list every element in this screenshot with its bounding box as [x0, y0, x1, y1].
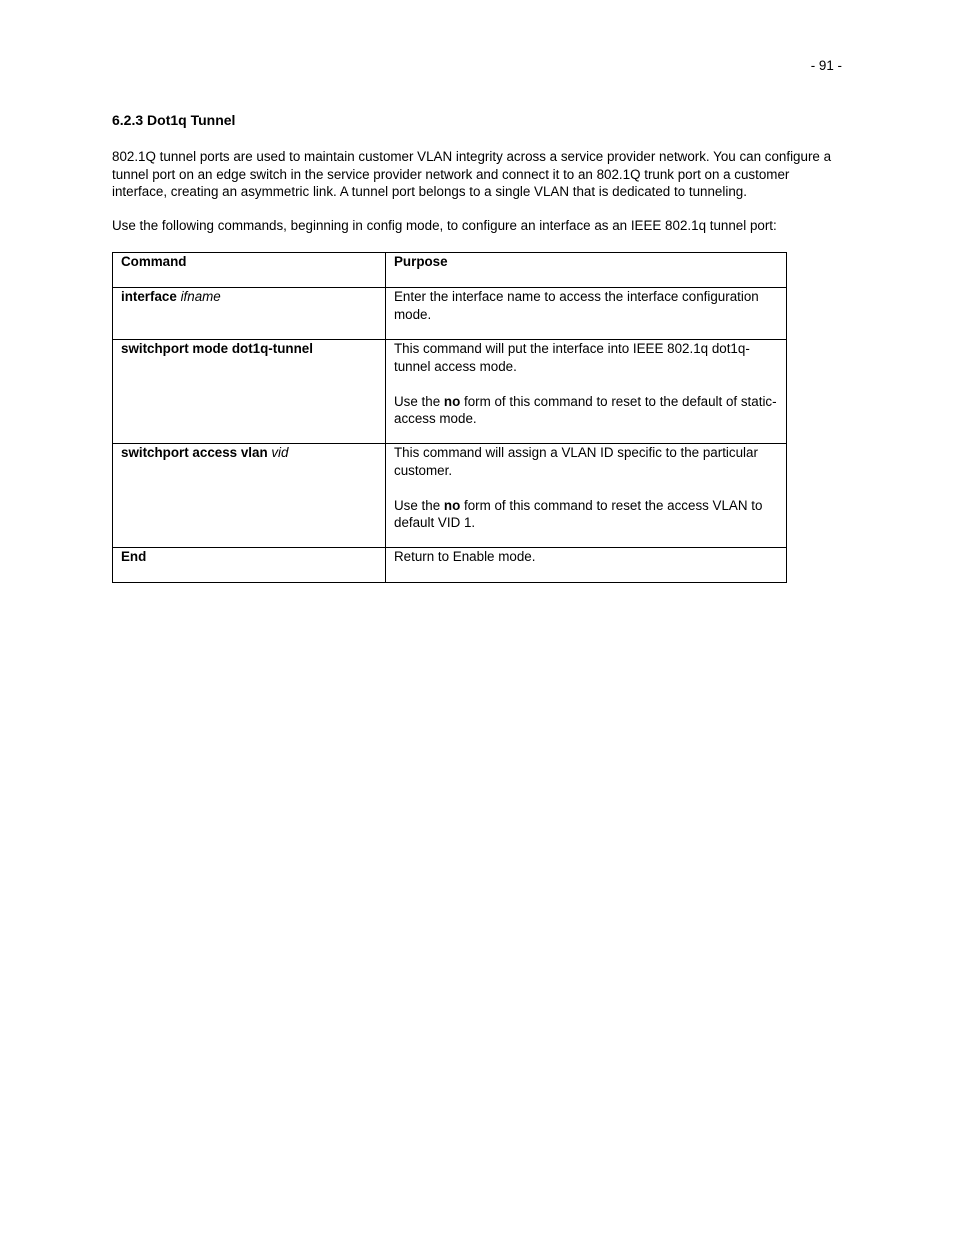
purpose-note-pre: Use the	[394, 497, 441, 513]
intro-paragraph: 802.1Q tunnel ports are used to maintain customer VLAN integrity across a service provider network. You can configure a tunnel port on an edge switch in the service provider network and connect it to an 802.1Q trunk port on a customer interface, creating an asymmetric link. A tunnel port belongs to a single VLAN that is dedicated to tunneling.	[112, 149, 832, 199]
purpose-cell	[386, 340, 787, 444]
page-number: - 91 -	[810, 58, 842, 73]
command-argument: ifname	[180, 289, 221, 304]
no-keyword: no	[443, 497, 461, 513]
purpose-text: Enter the interface name to access the interface configuration mode.	[394, 289, 759, 322]
command-keyword: switchport access vlan	[121, 445, 268, 460]
section-heading: 6.2.3 Dot1q Tunnel	[112, 112, 236, 128]
purpose-note	[394, 497, 778, 532]
command-keyword: switchport mode dot1q-tunnel	[121, 341, 313, 356]
purpose-text: This command will put the interface into IEEE 802.1q dot1q-tunnel access mode.	[394, 341, 750, 374]
command-column-header: Command	[113, 253, 386, 288]
table-row	[113, 548, 787, 583]
table-row	[113, 340, 787, 444]
purpose-text: This command will assign a VLAN ID specific to the particular customer.	[394, 445, 758, 478]
table-row	[113, 288, 787, 340]
command-cell	[113, 444, 386, 548]
purpose-cell	[386, 548, 787, 583]
command-cell	[113, 548, 386, 583]
command-keyword: End	[121, 549, 147, 564]
table-header-row	[113, 253, 787, 288]
command-cell	[113, 340, 386, 444]
command-keyword: interface	[121, 289, 177, 304]
purpose-note-post: form of this command to reset to the default of static-access mode.	[394, 393, 777, 426]
command-argument: vid	[271, 445, 289, 460]
table-row	[113, 444, 787, 548]
purpose-note-post: form of this command to reset the access VLAN to default VID 1.	[394, 497, 763, 530]
no-keyword: no	[443, 393, 461, 409]
command-cell	[113, 288, 386, 340]
purpose-note	[394, 393, 778, 428]
purpose-cell	[386, 288, 787, 340]
purpose-text: Return to Enable mode.	[394, 549, 536, 564]
instructions-paragraph: Use the following commands, beginning in config mode, to configure an interface as an IEEE 802.1q tunnel port:	[112, 218, 777, 233]
purpose-column-header: Purpose	[386, 253, 787, 288]
purpose-note-pre: Use the	[394, 393, 441, 409]
command-table	[112, 252, 787, 583]
purpose-cell	[386, 444, 787, 548]
